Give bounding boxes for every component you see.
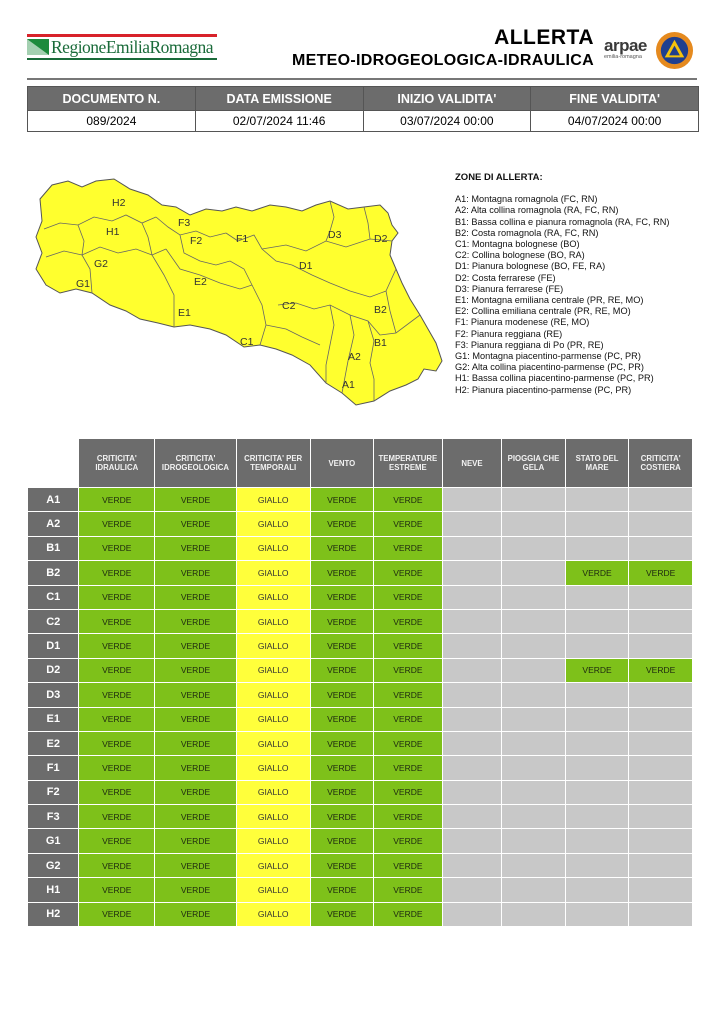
alert-cell-empty	[443, 878, 502, 901]
alert-levels-table	[27, 438, 693, 927]
alert-cell-empty	[443, 683, 502, 706]
alert-cell-verde: VERDE	[374, 781, 442, 804]
zone-code-cell: G1	[28, 829, 78, 852]
alert-cell-verde: VERDE	[155, 756, 236, 779]
zone-code-cell: F2	[28, 781, 78, 804]
zone-legend-item: F1: Pianura modenese (RE, MO)	[455, 317, 590, 328]
alert-cell-verde: VERDE	[311, 488, 374, 511]
map-label-f2: F2	[190, 235, 203, 247]
table-row	[28, 512, 692, 535]
map-label-a1: A1	[342, 379, 355, 391]
alert-cell-verde: VERDE	[566, 561, 629, 584]
zone-legend-item: C1: Montagna bolognese (BO)	[455, 239, 580, 250]
col-neve: NEVE	[443, 439, 502, 487]
alert-cell-verde: VERDE	[79, 683, 154, 706]
alert-cell-verde: VERDE	[155, 561, 236, 584]
alert-cell-giallo: GIALLO	[237, 756, 310, 779]
table-row	[28, 781, 692, 804]
alert-cell-empty	[502, 561, 565, 584]
alert-cell-empty	[566, 537, 629, 560]
alert-cell-empty	[443, 586, 502, 609]
alert-cell-verde: VERDE	[155, 781, 236, 804]
table-row	[28, 854, 692, 877]
alert-cell-verde: VERDE	[311, 537, 374, 560]
alert-cell-verde: VERDE	[311, 586, 374, 609]
zone-code-cell: H2	[28, 903, 78, 926]
alert-cell-verde: VERDE	[311, 732, 374, 755]
zone-legend-item: E2: Collina emiliana centrale (PR, RE, MO)	[455, 306, 631, 317]
document-number: 089/2024	[28, 111, 196, 132]
zone-legend-item: G1: Montagna piacentino-parmense (PC, PR)	[455, 351, 641, 362]
map-label-f3: F3	[178, 217, 191, 229]
alert-cell-empty	[443, 512, 502, 535]
alert-cell-empty	[443, 829, 502, 852]
alert-cell-verde: VERDE	[311, 683, 374, 706]
zone-legend-item: D3: Pianura ferrarese (FE)	[455, 283, 564, 294]
map-label-d2: D2	[374, 233, 388, 245]
alert-cell-empty	[629, 805, 692, 828]
alert-cell-giallo: GIALLO	[237, 732, 310, 755]
alert-cell-empty	[566, 610, 629, 633]
zone-code-cell: F1	[28, 756, 78, 779]
alert-cell-verde: VERDE	[374, 683, 442, 706]
zones-legend-list	[455, 194, 669, 396]
alert-cell-empty	[502, 683, 565, 706]
alert-cell-empty	[566, 488, 629, 511]
alert-cell-empty	[629, 781, 692, 804]
map-label-e2: E2	[194, 276, 207, 288]
alert-cell-giallo: GIALLO	[237, 878, 310, 901]
page-title: ALLERTA	[494, 26, 594, 49]
alert-cell-verde: VERDE	[374, 512, 442, 535]
table-row	[28, 878, 692, 901]
alert-cell-verde: VERDE	[79, 512, 154, 535]
alert-cell-verde: VERDE	[155, 683, 236, 706]
alert-cell-empty	[566, 854, 629, 877]
alert-cell-verde: VERDE	[155, 903, 236, 926]
alert-cell-empty	[502, 829, 565, 852]
alert-cell-empty	[443, 903, 502, 926]
alert-cell-verde: VERDE	[155, 708, 236, 731]
arpae-logo-subtext: emilia-romagna	[604, 54, 642, 60]
zone-code-cell: A2	[28, 512, 78, 535]
alert-cell-verde: VERDE	[79, 878, 154, 901]
alert-cell-giallo: GIALLO	[237, 805, 310, 828]
alert-cell-verde: VERDE	[374, 586, 442, 609]
alert-cell-empty	[443, 756, 502, 779]
alert-cell-empty	[566, 512, 629, 535]
map-label-c1: C1	[240, 336, 254, 348]
alert-cell-empty	[566, 829, 629, 852]
alert-cell-empty	[502, 756, 565, 779]
alert-cell-verde: VERDE	[155, 537, 236, 560]
zone-code-cell: H1	[28, 878, 78, 901]
alert-cell-empty	[443, 659, 502, 682]
alert-cell-verde: VERDE	[79, 732, 154, 755]
map-label-g1: G1	[76, 278, 91, 290]
header-divider	[27, 78, 697, 80]
alert-cell-empty	[566, 708, 629, 731]
alert-cell-verde: VERDE	[155, 829, 236, 852]
alert-cell-empty	[629, 732, 692, 755]
alert-cell-verde: VERDE	[79, 561, 154, 584]
alert-cell-verde: VERDE	[79, 659, 154, 682]
alert-cell-verde: VERDE	[311, 634, 374, 657]
alert-cell-verde: VERDE	[311, 903, 374, 926]
alert-cell-verde: VERDE	[311, 659, 374, 682]
alert-cell-giallo: GIALLO	[237, 512, 310, 535]
header-data-emissione: DATA EMISSIONE	[195, 87, 363, 111]
alert-cell-verde: VERDE	[155, 488, 236, 511]
alert-cell-giallo: GIALLO	[237, 634, 310, 657]
alert-cell-verde: VERDE	[311, 854, 374, 877]
zone-code-cell: G2	[28, 854, 78, 877]
zone-code-cell: B2	[28, 561, 78, 584]
alert-cell-verde: VERDE	[155, 878, 236, 901]
table-row	[28, 683, 692, 706]
alert-cell-giallo: GIALLO	[237, 659, 310, 682]
alert-cell-giallo: GIALLO	[237, 903, 310, 926]
alert-cell-empty	[502, 586, 565, 609]
arpae-logo-text: arpae	[604, 36, 647, 55]
alert-cell-empty	[502, 659, 565, 682]
alert-cell-empty	[566, 805, 629, 828]
alert-cell-empty	[443, 634, 502, 657]
alert-cell-empty	[502, 634, 565, 657]
alert-cell-verde: VERDE	[374, 805, 442, 828]
alert-cell-empty	[502, 537, 565, 560]
logo-region-name: RegioneEmiliaRomagna	[51, 37, 214, 57]
table-row	[28, 756, 692, 779]
alert-cell-empty	[443, 537, 502, 560]
zone-code-cell: C1	[28, 586, 78, 609]
alert-cell-empty	[502, 903, 565, 926]
alert-cell-verde: VERDE	[79, 586, 154, 609]
col-criticita-temporali: CRITICITA' PER TEMPORALI	[237, 439, 310, 487]
alert-cell-verde: VERDE	[311, 610, 374, 633]
alert-cell-empty	[443, 854, 502, 877]
alert-cell-empty	[629, 634, 692, 657]
alert-cell-empty	[629, 903, 692, 926]
alert-cell-verde: VERDE	[155, 854, 236, 877]
alert-cell-verde: VERDE	[311, 878, 374, 901]
alert-cell-empty	[629, 488, 692, 511]
alert-cell-empty	[502, 708, 565, 731]
alert-cell-verde: VERDE	[629, 561, 692, 584]
zone-legend-item: C2: Collina bolognese (BO, RA)	[455, 250, 585, 261]
alert-cell-verde: VERDE	[155, 634, 236, 657]
alert-cell-verde: VERDE	[155, 610, 236, 633]
alert-cell-verde: VERDE	[374, 756, 442, 779]
alert-cell-verde: VERDE	[155, 732, 236, 755]
alert-cell-empty	[443, 488, 502, 511]
table-row	[28, 561, 692, 584]
table-row	[28, 903, 692, 926]
alert-cell-empty	[502, 781, 565, 804]
alert-cell-giallo: GIALLO	[237, 586, 310, 609]
alert-cell-verde: VERDE	[311, 756, 374, 779]
alert-cell-verde: VERDE	[311, 805, 374, 828]
zone-legend-item: H1: Bassa collina piacentino-parmense (PC, PR)	[455, 373, 654, 384]
zones-legend-title: ZONE DI ALLERTA:	[455, 172, 543, 183]
validity-start: 03/07/2024 00:00	[363, 111, 531, 132]
alert-cell-giallo: GIALLO	[237, 537, 310, 560]
zone-legend-item: D1: Pianura bolognese (BO, FE, RA)	[455, 261, 606, 272]
alert-cell-verde: VERDE	[79, 756, 154, 779]
zone-code-cell: C2	[28, 610, 78, 633]
map-label-d1: D1	[299, 260, 313, 272]
alert-cell-empty	[502, 732, 565, 755]
map-label-e1: E1	[178, 307, 191, 319]
zone-legend-item: B2: Costa romagnola (RA, FC, RN)	[455, 227, 599, 238]
col-pioggia-che-gela: PIOGGIA CHE GELA	[502, 439, 565, 487]
alert-cell-verde: VERDE	[79, 708, 154, 731]
alert-cell-empty	[566, 781, 629, 804]
alert-cell-verde: VERDE	[79, 488, 154, 511]
alert-cell-empty	[629, 829, 692, 852]
alert-cell-giallo: GIALLO	[237, 829, 310, 852]
alert-cell-verde: VERDE	[79, 634, 154, 657]
region-outline	[36, 179, 442, 405]
alert-zones-map	[30, 165, 450, 410]
alert-cell-verde: VERDE	[311, 781, 374, 804]
table-row	[28, 732, 692, 755]
zone-code-cell: D3	[28, 683, 78, 706]
alert-cell-verde: VERDE	[155, 805, 236, 828]
alert-cell-verde: VERDE	[374, 610, 442, 633]
alert-cell-empty	[443, 732, 502, 755]
alert-cell-empty	[629, 854, 692, 877]
alert-cell-empty	[629, 537, 692, 560]
alert-cell-empty	[502, 512, 565, 535]
zone-code-cell: A1	[28, 488, 78, 511]
zone-legend-item: A2: Alta collina romagnola (RA, FC, RN)	[455, 205, 619, 216]
alert-cell-empty	[629, 610, 692, 633]
zone-code-cell: D2	[28, 659, 78, 682]
logo-underline	[27, 58, 217, 60]
alert-cell-verde: VERDE	[374, 634, 442, 657]
zone-code-cell: D1	[28, 634, 78, 657]
alert-cell-empty	[502, 805, 565, 828]
zone-legend-item: B1: Bassa collina e pianura romagnola (RA, FC, RN)	[455, 216, 670, 227]
alert-cell-empty	[566, 732, 629, 755]
alert-cell-verde: VERDE	[79, 537, 154, 560]
protezione-civile-logo-icon	[655, 31, 694, 70]
alert-cell-empty	[629, 756, 692, 779]
alert-cell-empty	[443, 708, 502, 731]
alert-cell-verde: VERDE	[374, 488, 442, 511]
map-label-h2: H2	[112, 197, 126, 209]
alert-table-body	[28, 488, 692, 926]
alert-cell-verde: VERDE	[374, 829, 442, 852]
alert-cell-verde: VERDE	[311, 708, 374, 731]
map-label-h1: H1	[106, 226, 120, 238]
alert-cell-empty	[443, 805, 502, 828]
col-temperature-estreme: TEMPERATURE ESTREME	[374, 439, 442, 487]
alert-cell-empty	[443, 610, 502, 633]
map-label-c2: C2	[282, 300, 296, 312]
alert-cell-verde: VERDE	[155, 586, 236, 609]
alert-cell-verde: VERDE	[629, 659, 692, 682]
alert-cell-verde: VERDE	[374, 878, 442, 901]
arpae-logo	[604, 36, 652, 60]
alert-cell-verde: VERDE	[374, 561, 442, 584]
alert-cell-giallo: GIALLO	[237, 610, 310, 633]
table-row	[28, 586, 692, 609]
map-label-b1: B1	[374, 337, 387, 349]
map-label-f1: F1	[236, 233, 249, 245]
map-label-g2: G2	[94, 258, 109, 270]
regione-emilia-romagna-logo	[27, 34, 219, 60]
table-row	[28, 634, 692, 657]
alert-cell-giallo: GIALLO	[237, 561, 310, 584]
map-label-d3: D3	[328, 229, 342, 241]
alert-cell-verde: VERDE	[79, 781, 154, 804]
alert-cell-verde: VERDE	[374, 537, 442, 560]
logo-flag-icon	[27, 39, 49, 55]
alert-cell-verde: VERDE	[374, 708, 442, 731]
alert-cell-verde: VERDE	[79, 805, 154, 828]
page-subtitle: METEO-IDROGEOLOGICA-IDRAULICA	[291, 52, 594, 69]
col-stato-del-mare: STATO DEL MARE	[566, 439, 629, 487]
header-documento: DOCUMENTO N.	[28, 87, 196, 111]
alert-cell-empty	[629, 512, 692, 535]
alert-cell-verde: VERDE	[374, 659, 442, 682]
validity-end: 04/07/2024 00:00	[531, 111, 699, 132]
table-row	[28, 805, 692, 828]
alert-cell-giallo: GIALLO	[237, 683, 310, 706]
table-row	[28, 610, 692, 633]
zone-legend-item: F2: Pianura reggiana (RE)	[455, 328, 563, 339]
zone-code-cell: F3	[28, 805, 78, 828]
table-row	[28, 659, 692, 682]
table-row	[28, 829, 692, 852]
zone-code-cell: E2	[28, 732, 78, 755]
alert-cell-verde: VERDE	[79, 829, 154, 852]
zone-code-cell: E1	[28, 708, 78, 731]
zone-legend-item: F3: Pianura reggiana di Po (PR, RE)	[455, 339, 604, 350]
alert-cell-empty	[502, 610, 565, 633]
col-vento: VENTO	[311, 439, 374, 487]
zone-code-cell: B1	[28, 537, 78, 560]
alert-cell-empty	[566, 903, 629, 926]
alert-cell-empty	[629, 683, 692, 706]
alert-cell-verde: VERDE	[79, 854, 154, 877]
alert-cell-verde: VERDE	[374, 732, 442, 755]
alert-cell-verde: VERDE	[311, 561, 374, 584]
zone-legend-item: G2: Alta collina piacentino-parmense (PC, PR)	[455, 362, 644, 373]
document-info-table	[27, 86, 699, 132]
map-label-a2: A2	[348, 351, 361, 363]
alert-cell-empty	[566, 634, 629, 657]
alert-cell-empty	[566, 586, 629, 609]
emission-date: 02/07/2024 11:46	[195, 111, 363, 132]
alert-cell-empty	[566, 756, 629, 779]
col-criticita-costiera: CRITICITA' COSTIERA	[629, 439, 692, 487]
alert-cell-verde: VERDE	[374, 903, 442, 926]
alert-cell-empty	[502, 854, 565, 877]
col-criticita-idrogeologica: CRITICITA' IDROGEOLOGICA	[155, 439, 236, 487]
alert-cell-giallo: GIALLO	[237, 781, 310, 804]
header-fine-validita: FINE VALIDITA'	[531, 87, 699, 111]
zone-legend-item: E1: Montagna emiliana centrale (PR, RE, MO)	[455, 295, 644, 306]
zone-legend-item: A1: Montagna romagnola (FC, RN)	[455, 194, 598, 205]
header-inizio-validita: INIZIO VALIDITA'	[363, 87, 531, 111]
alert-cell-verde: VERDE	[374, 854, 442, 877]
alert-cell-verde: VERDE	[155, 659, 236, 682]
alert-cell-empty	[566, 878, 629, 901]
zone-legend-item: H2: Pianura piacentino-parmense (PC, PR)	[455, 384, 632, 395]
alert-cell-empty	[443, 561, 502, 584]
map-label-b2: B2	[374, 304, 387, 316]
alert-cell-verde: VERDE	[566, 659, 629, 682]
alert-cell-empty	[566, 683, 629, 706]
alert-cell-empty	[502, 488, 565, 511]
alert-table-corner	[28, 439, 78, 487]
alert-cell-giallo: GIALLO	[237, 488, 310, 511]
alert-cell-empty	[629, 878, 692, 901]
col-criticita-idraulica: CRITICITA' IDRAULICA	[79, 439, 154, 487]
alert-cell-giallo: GIALLO	[237, 708, 310, 731]
alert-table-header-row	[28, 439, 692, 487]
alert-cell-empty	[629, 586, 692, 609]
alert-cell-empty	[629, 708, 692, 731]
alert-cell-empty	[502, 878, 565, 901]
document-info-header-row	[28, 87, 699, 111]
alert-cell-verde: VERDE	[79, 610, 154, 633]
table-row	[28, 488, 692, 511]
document-info-value-row	[28, 111, 699, 132]
alert-cell-giallo: GIALLO	[237, 854, 310, 877]
table-row	[28, 537, 692, 560]
alert-cell-verde: VERDE	[155, 512, 236, 535]
alert-cell-verde: VERDE	[311, 829, 374, 852]
table-row	[28, 708, 692, 731]
zone-legend-item: D2: Costa ferrarese (FE)	[455, 272, 556, 283]
zones-legend	[455, 172, 669, 396]
alert-cell-verde: VERDE	[79, 903, 154, 926]
alert-cell-empty	[443, 781, 502, 804]
alert-cell-verde: VERDE	[311, 512, 374, 535]
